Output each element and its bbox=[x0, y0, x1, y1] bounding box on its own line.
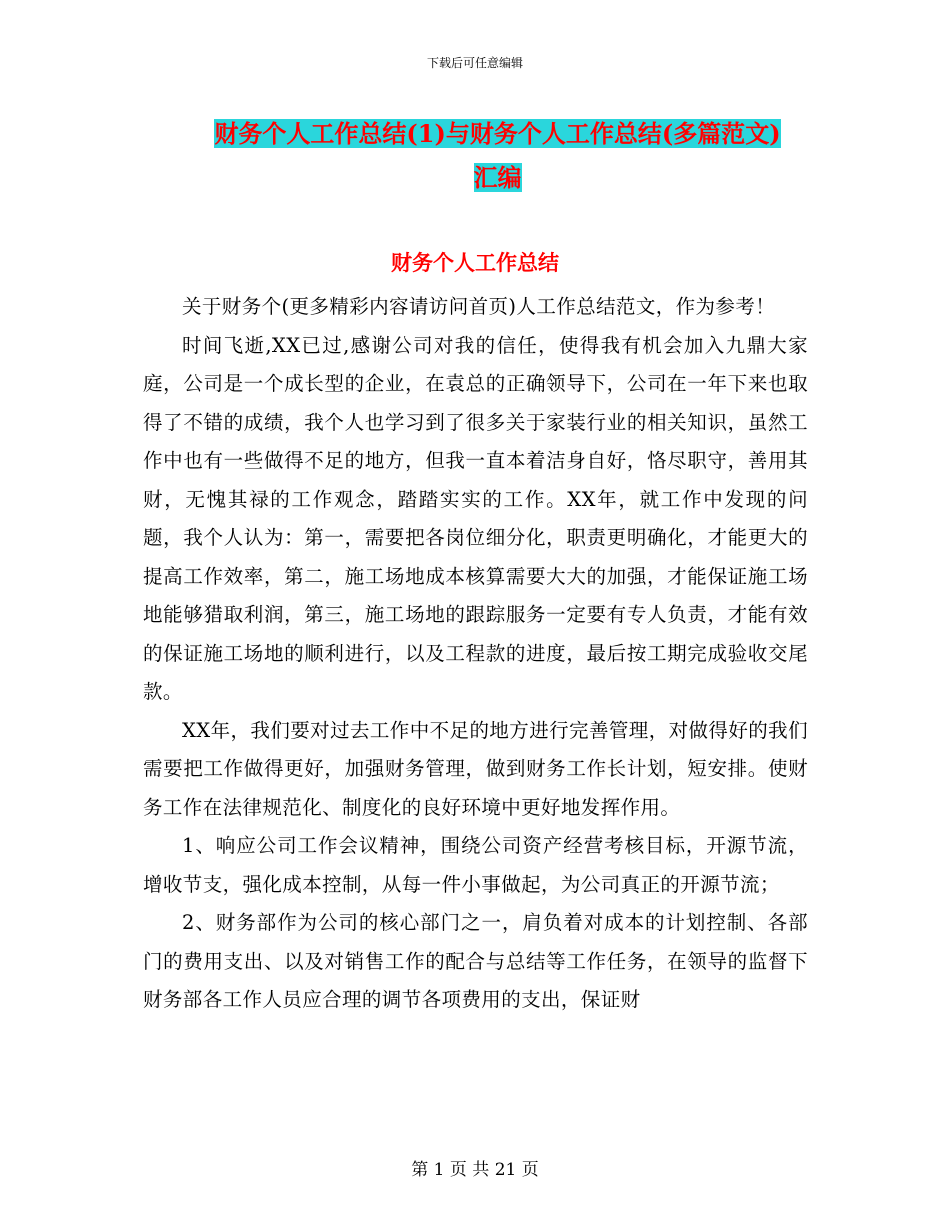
section-title: 财务个人工作总结 bbox=[391, 250, 559, 275]
paragraph-plan: XX年，我们要对过去工作中不足的地方进行完善管理，对做得好的我们需要把工作做得更好，加强财务管理，做到财务工作长计划，短安排。使财务工作在法律规范化、制度化的良好环境中更好地发挥作用。 bbox=[143, 718, 808, 819]
body-text bbox=[143, 288, 808, 1020]
document-title-line-2: 汇编 bbox=[473, 163, 522, 192]
document-title-line-1: 财务个人工作总结(1)与财务个人工作总结(多篇范文) bbox=[214, 119, 781, 148]
paragraph-item-1: 1、响应公司工作会议精神，围绕公司资产经营考核目标，开源节流，增收节支，强化成本控制，从每一件小事做起，为公司真正的开源节流； bbox=[143, 834, 808, 896]
document-title bbox=[140, 112, 855, 200]
paragraph-item-2: 2、财务部作为公司的核心部门之一，肩负着对成本的计划控制、各部门的费用支出、以及对销售工作的配合与总结等工作任务，在领导的监督下财务部各工作人员应合理的调节各项费用的支出，保证财 bbox=[143, 911, 808, 1011]
header-note: 下载后可任意编辑 bbox=[426, 56, 523, 70]
paragraph-intro: 关于财务个(更多精彩内容请访问首页)人工作总结范文，作为参考！ bbox=[182, 295, 776, 318]
paragraph-review: 时间飞逝,XX已过,感谢公司对我的信任，使得我有机会加入九鼎大家庭，公司是一个成长型的企业，在袁总的正确领导下，公司在一年下来也取得了不错的成绩，我个人也学习到了很多关于家装行业的相关知识，虽然工作中也有一些做得不足的地方，但我一直本着洁身自好，恪尽职守，善用其财，无愧其禄的工作观念，踏踏实实的工作。XX年，就工作中发现的问题，我个人认为：第一，需要把各岗位细分化，职责更明确化，才能更大的提高工作效率，第二，施工场地成本核算需要大大的加强，才能保证施工场地能够猎取利润，第三，施工场地的跟踪服务一定要有专人负责，才能有效的保证施工场地的顺利进行，以及工程款的进度，最后按工期完成验收交尾款。 bbox=[143, 333, 808, 703]
page-number-footer: 第 1 页 共 21 页 bbox=[411, 1160, 539, 1180]
